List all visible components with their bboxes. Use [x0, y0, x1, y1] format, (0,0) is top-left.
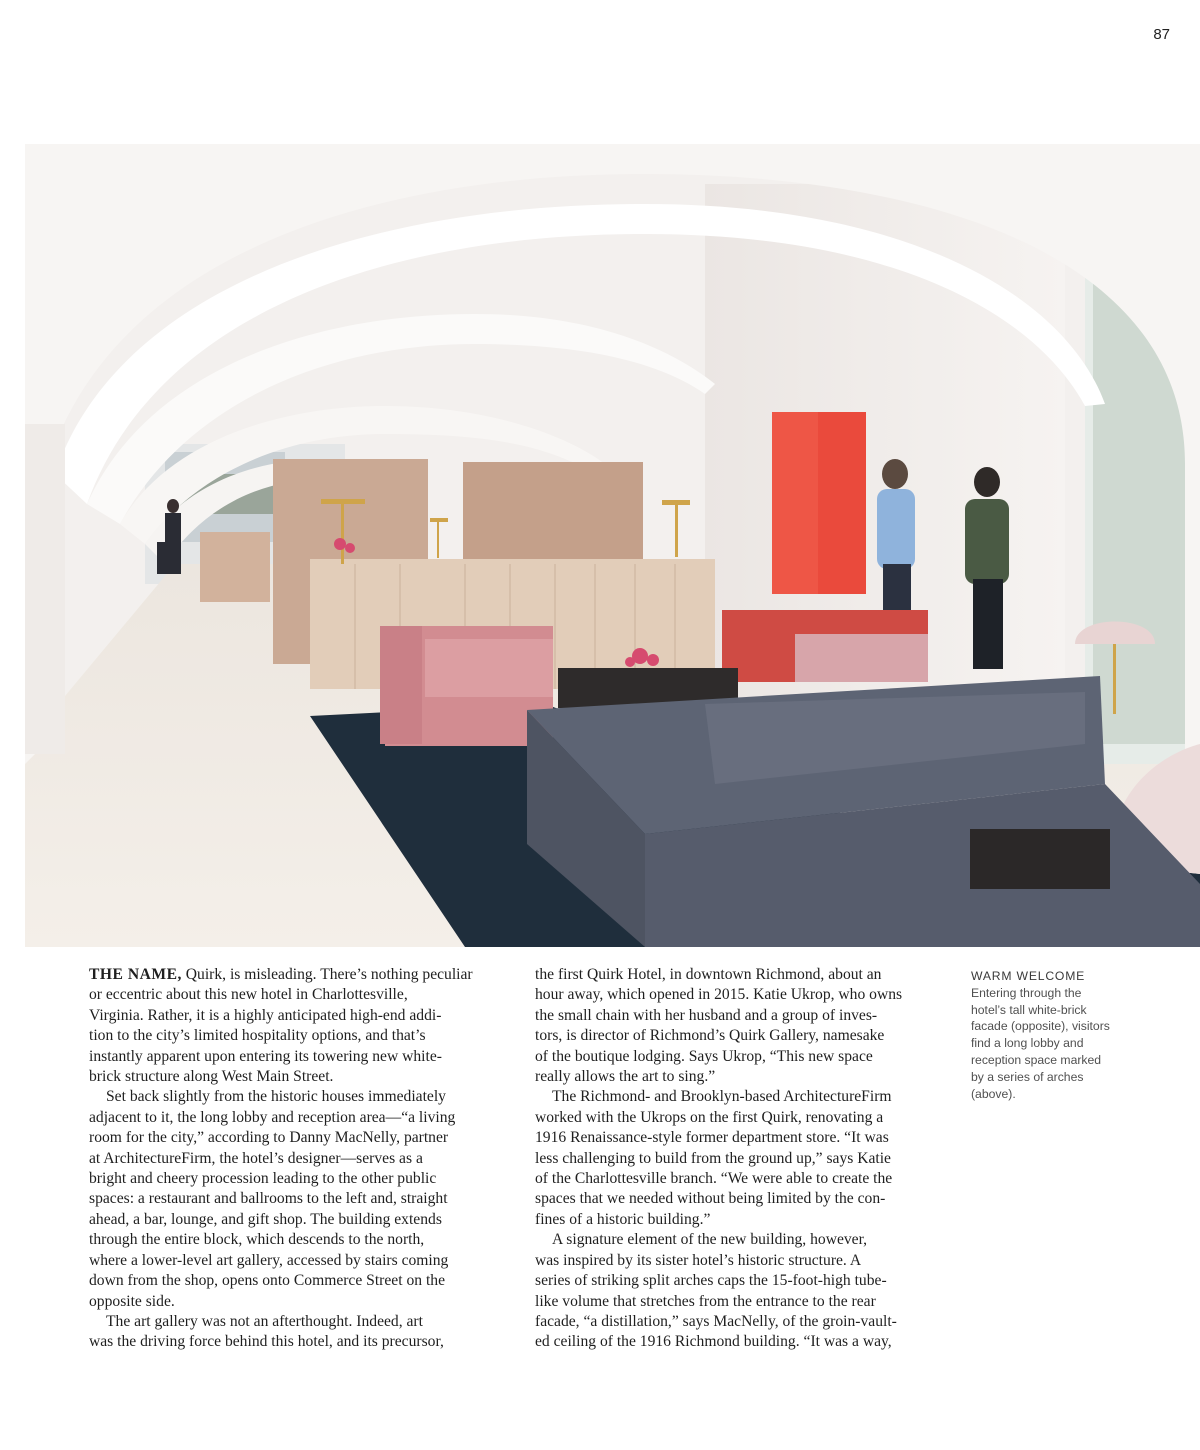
column-line: A signature element of the new building, however,: [552, 1231, 868, 1249]
caption-line: hotel’s tall white-brick: [971, 1002, 1087, 1017]
column-line: like volume that stretches from the entrance to the rear: [535, 1292, 876, 1310]
caption-line: Entering through the: [971, 985, 1082, 1000]
column-line: of the Charlottesville branch. “We were able to create the: [535, 1170, 893, 1188]
photo-caption: [971, 968, 1131, 1102]
column-line: less challenging to build from the ground up,” says Katie: [535, 1149, 891, 1167]
column-line: ahead, a bar, lounge, and gift shop. The building extends: [89, 1210, 442, 1228]
column-line: adjacent to it, the long lobby and reception area—“a living: [89, 1108, 456, 1126]
page-number: 87: [1153, 26, 1170, 43]
column-line: worked with the Ukrops on the first Quirk, renovating a: [535, 1108, 884, 1126]
column-line: instantly apparent upon entering its towering new white-: [89, 1047, 442, 1065]
column-line: of the boutique lodging. Says Ukrop, “This new space: [535, 1047, 873, 1065]
column-line: room for the city,” according to Danny MacNelly, partner: [89, 1129, 449, 1147]
caption-line: by a series of arches: [971, 1069, 1084, 1084]
column-line: where a lower-level art gallery, accessed by stairs coming: [89, 1251, 449, 1269]
column-line: spaces: a restaurant and ballrooms to the left and, straight: [89, 1190, 448, 1208]
caption-text: [971, 985, 1131, 1103]
column-line: at ArchitectureFirm, the hotel’s designer—serves as a: [89, 1149, 423, 1167]
column-line: or eccentric about this new hotel in Charlottesville,: [89, 986, 408, 1004]
column-line: tors, is director of Richmond’s Quirk Gallery, namesake: [535, 1027, 885, 1045]
article-column-2: [535, 965, 945, 1353]
caption-title: WARM WELCOME: [971, 969, 1086, 983]
column-line: 1916 Renaissance-style former department store. “It was: [535, 1129, 889, 1147]
column-line: opposite side.: [89, 1292, 175, 1310]
caption-line: (above).: [971, 1086, 1016, 1101]
article-column-1: [89, 965, 507, 1353]
caption-line: find a long lobby and: [971, 1036, 1084, 1051]
caption-line: facade (opposite), visitors: [971, 1019, 1110, 1034]
column-line: brick structure along West Main Street.: [89, 1068, 334, 1086]
column-line: through the entire block, which descends to the north,: [89, 1231, 425, 1249]
column-line: was the driving force behind this hotel, and its precursor,: [89, 1333, 444, 1351]
column-line: Virginia. Rather, it is a highly anticipated high-end addi-: [89, 1006, 442, 1024]
column-line: ed ceiling of the 1916 Richmond building. “It was a way,: [535, 1333, 892, 1351]
lead-in: THE NAME,: [89, 966, 182, 983]
column-line: tion to the city’s limited hospitality options, and that’s: [89, 1027, 426, 1045]
column-line: the first Quirk Hotel, in downtown Richmond, about an: [535, 966, 882, 983]
column-line: fines of a historic building.”: [535, 1210, 711, 1228]
column-line: The art gallery was not an afterthought. Indeed, art: [106, 1312, 423, 1330]
lobby-photo: [25, 144, 1200, 947]
column-line: facade, “a distillation,” says MacNelly, of the groin-vault-: [535, 1312, 897, 1330]
column-line: THE NAME, Quirk, is misleading. There’s nothing peculiar: [89, 966, 473, 983]
column-line: Set back slightly from the historic houses immediately: [106, 1088, 446, 1106]
column-line: hour away, which opened in 2015. Katie Ukrop, who owns: [535, 986, 903, 1004]
column-line: was inspired by its sister hotel’s historic structure. A: [535, 1251, 862, 1269]
column-line: bright and cheery procession leading to the other public: [89, 1170, 437, 1188]
column-line: the small chain with her husband and a group of inves-: [535, 1006, 878, 1024]
column-line: down from the shop, opens onto Commerce Street on the: [89, 1272, 445, 1290]
column-line: spaces that we needed without being limited by the con-: [535, 1190, 886, 1208]
column-line: The Richmond- and Brooklyn-based ArchitectureFirm: [552, 1088, 892, 1106]
column-line: really allows the art to sing.”: [535, 1068, 716, 1086]
column-line: series of striking split arches caps the 15-foot-high tube-: [535, 1272, 887, 1290]
caption-line: reception space marked: [971, 1052, 1102, 1067]
